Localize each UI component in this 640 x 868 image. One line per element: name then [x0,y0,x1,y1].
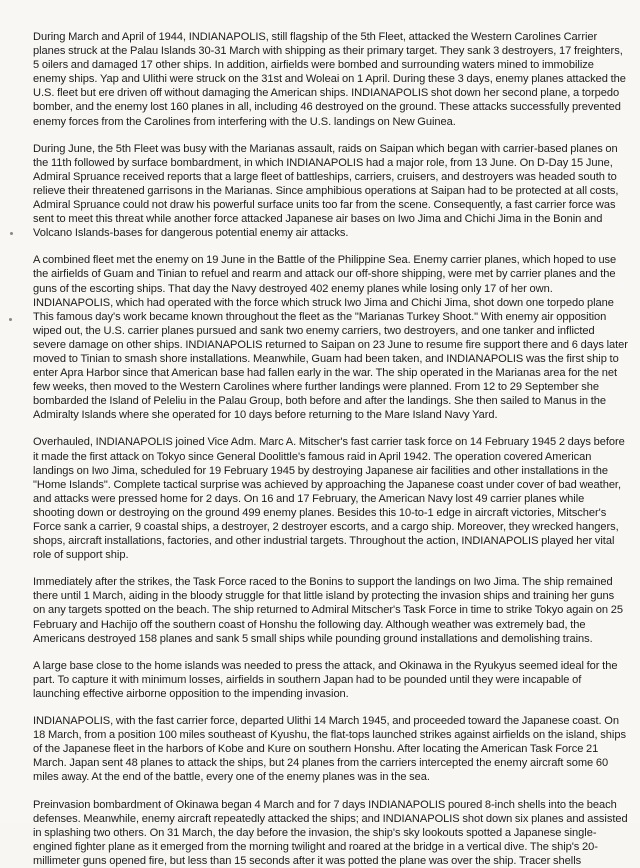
scan-speck [10,232,13,235]
paragraph-iwo-jima: Immediately after the strikes, the Task Force raced to the Bonins to support the landings on Iwo Jima. The ship remained there until 1 March, aiding in the bloody struggle for that little island by protecting the invasion ships and training her guns on any targets spotted on the beach. The ship returned to Admiral Mitscher's Task Force in time to strike Tokyo again on 25 February and Hachijo off the southern coast of Honshu the following day. Although weather was extremely bad, the Americans destroyed 158 planes and sank 5 small ships while pounding ground installations and demolishing trains. [33,576,623,645]
paragraph-okinawa-bombardment: Preinvasion bombardment of Okinawa began 4 March and for 7 days INDIANAPOLIS poured 8-inch shells into the beach defenses. Meanwhile, enemy aircraft repeatedly attacked the ships; and INDIANAPOLIS shot down six planes and assisted in splashing two others. On 31 March, the day before the invasion, the ship's sky lookouts spotted a Japanese single-engined fighter plane as it emerged from the morning twilight and roared at the bridge in a vertical dive. The ship's 20-millimeter guns opened fire, but less than 15 seconds after it was potted the plane was over the ship. Tracer shells [33,798,628,867]
scan-speck [9,318,12,321]
paragraph-tokyo-attack: Overhauled, INDIANAPOLIS joined Vice Adm. Marc A. Mitscher's fast carrier task force on 14 February 1945 2 days before it made the first attack on Tokyo since General Doolittle's famous raid in April 1942. The operation covered American landings on Iwo Jima, scheduled for 19 February 1945 by destroying Japanese air facilities and other installations in the "Home Islands". Complete tactical surprise was achieved by approaching the Japanese coast under cover of bad weather, and attacks were pressed home for 2 days. On 16 and 17 February, the American Navy lost 49 carrier planes while shooting down or destroying on the ground 499 enemy planes. Besides this 10-to-1 edge in aircraft victories, Mitscher's Force sank a carrier, 9 coastal ships, a destroyer, 2 destroyer escorts, and a cargo ship. Moreover, they wrecked hangers, shops, aircraft installations, factories, and other industrial targets. Throughout the action, INDIANAPOLIS played her vital role of support ship. [33,436,625,562]
paragraph-okinawa-base: A large base close to the home islands was needed to press the attack, and Okinawa in the Ryukyus seemed ideal for the part. To capture it with minimum losses, airfields in southern Japan had to be pounded until they were incapable of launching effective airborne opposition to the impending invasion. [33,659,618,700]
paragraph-ulithi-departure: INDIANAPOLIS, with the fast carrier force, departed Ulithi 14 March 1945, and proceeded toward the Japanese coast. On 18 March, from a position 100 miles southeast of Kyushu, the flat-tops launched strikes against airfields on the island, ships of the Japanese fleet in the harbors of Kobe and Kure on southern Honshu. After locating the American Task Force 21 March. Japan sent 48 planes to attack the ships, but 24 planes from the carriers intercepted the enemy aircraft some 60 miles away. At the end of the battle, every one of the enemy planes was in the sea. [33,715,626,784]
paragraph-palau-raids: During March and April of 1944, INDIANAPOLIS, still flagship of the 5th Fleet, attacked the Western Carolines Carrier planes struck at the Palau Islands 30-31 March with shipping as their primary target. They sank 3 destroyers, 17 freighters, 5 oilers and damaged 17 other ships. In addition, airfields were bombed and surrounding waters mined to immobilize enemy ships. Yap and Ulithi were struck on the 31st and Woleai on 1 April. During these 3 days, enemy planes attacked the U.S. fleet but ere driven off without damaging the American ships. INDIANAPOLIS shot down her second plane, a torpedo bomber, and the enemy lost 160 planes in all, including 46 destroyed on the ground. These attacks successfully prevented enemy forces from the Carolines from interfering with the U.S. landings on New Guinea. [33,31,626,128]
paragraph-marianas-assault: During June, the 5th Fleet was busy with the Marianas assault, raids on Saipan which began with carrier-based planes on the 11th followed by surface bombardment, in which INDIANAPOLIS had a major role, from 13 June. On D-Day 15 June, Admiral Spruance received reports that a large fleet of battleships, carriers, cruisers, and destroyers was headed south to relieve their threatened garrisons in the Marianas. Since amphibious operations at Saipan had to be protected at all costs, Admiral Spruance could not draw his powerful surface units too far from the scene. Consequently, a fast carrier force was sent to meet this threat while another force attacked Japanese air bases on Iwo Jima and Chichi Jima in the Bonin and Volcano Islands-bases for dangerous potential enemy air attacks. [33,142,619,240]
paragraph-philippine-sea: A combined fleet met the enemy on 19 June in the Battle of the Philippine Sea. Enemy carrier planes, which hoped to use the airfields of Guam and Tinian to refuel and rearm and attack our off-shore shipping, were met by carrier planes and the guns of the escorting ships. That day the Navy destroyed 402 enemy planes while losing only 17 of her own. INDIANAPOLIS, which had operated with the force which struck Iwo Jima and Chichi Jima, shot down one torpedo plane This famous day's work became known throughout the fleet as the "Marianas Turkey Shoot." With enemy air opposition wiped out, the U.S. carrier planes pursued and sank two enemy carriers, two destroyers, and one tanker and inflicted severe damage on other ships. INDIANAPOLIS returned to Saipan on 23 June to resume fire support there and 6 days later moved to Tinian to smash shore installations. Meanwhile, Guam had been taken, and INDIANAPOLIS was the first ship to enter Apra Harbor since that American base had fallen early in the war. The ship operated in the Marianas area for the net few weeks, then moved to the Western Carolines where further landings were planned. From 12 to 29 September she bombarded the Island of Peleliu in the Palau Group, both before and after the landings. She then sailed to Manus in the Admiralty Islands where she operated for 10 days before returning to the Mare Island Navy Yard. [33,254,628,422]
